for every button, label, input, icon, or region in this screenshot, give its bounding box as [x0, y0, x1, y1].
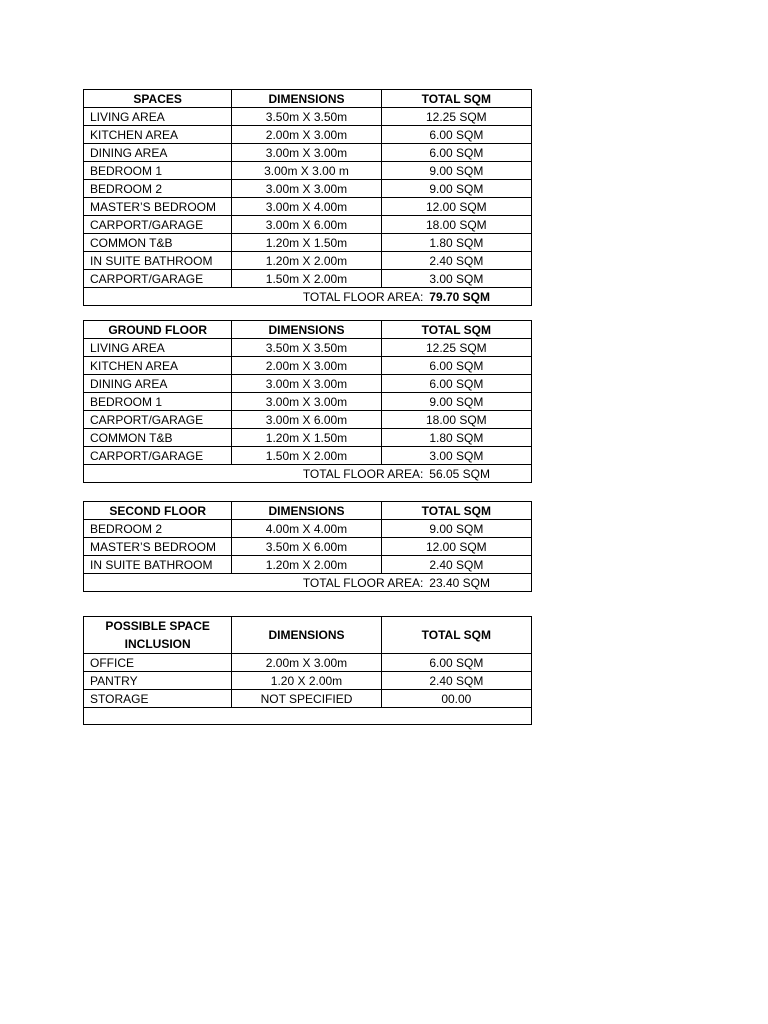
column-header: TOTAL SQM: [381, 617, 531, 654]
table-row: [84, 393, 532, 411]
table-row: [84, 447, 532, 465]
total-sqm-cell: 9.00 SQM: [381, 393, 531, 411]
total-floor-area-label: TOTAL FLOOR AREA:: [302, 575, 424, 590]
table-row: [84, 556, 532, 574]
dimensions-cell: 3.00m X 6.00m: [232, 216, 381, 234]
space-name-cell: DINING AREA: [84, 375, 232, 393]
table-row: [84, 339, 532, 357]
dimensions-cell: 1.20 X 2.00m: [232, 672, 381, 690]
total-sqm-cell: 18.00 SQM: [381, 216, 531, 234]
dimensions-cell: 3.00m X 3.00 m: [232, 162, 381, 180]
space-name-cell: BEDROOM 1: [84, 393, 232, 411]
space-name-cell: BEDROOM 2: [84, 180, 232, 198]
table-row: [84, 162, 532, 180]
space-name-cell: COMMON T&B: [84, 234, 232, 252]
total-floor-area-value: 79.70 SQM: [429, 289, 490, 304]
space-name-cell: CARPORT/GARAGE: [84, 447, 232, 465]
dimensions-cell: 3.00m X 3.00m: [232, 375, 381, 393]
total-sqm-cell: 9.00 SQM: [381, 520, 531, 538]
table-row: [84, 357, 532, 375]
total-sqm-cell: 2.40 SQM: [381, 672, 531, 690]
total-sqm-cell: 6.00 SQM: [381, 654, 531, 672]
table-row: [84, 252, 532, 270]
total-sqm-cell: 6.00 SQM: [381, 375, 531, 393]
column-header: DIMENSIONS: [232, 617, 381, 654]
column-header: GROUND FLOOR: [84, 321, 232, 339]
total-floor-area-label: TOTAL FLOOR AREA:: [302, 289, 424, 304]
table-row: [84, 126, 532, 144]
dimensions-cell: 3.00m X 3.00m: [232, 393, 381, 411]
total-sqm-cell: 9.00 SQM: [381, 180, 531, 198]
dimensions-cell: NOT SPECIFIED: [232, 690, 381, 708]
space-name-cell: COMMON T&B: [84, 429, 232, 447]
table-row: [84, 270, 532, 288]
table-row: [84, 198, 532, 216]
space-name-cell: PANTRY: [84, 672, 232, 690]
table-row: [84, 375, 532, 393]
total-sqm-cell: 6.00 SQM: [381, 144, 531, 162]
dimensions-cell: 3.50m X 3.50m: [232, 108, 381, 126]
column-header: POSSIBLE SPACE INCLUSION: [84, 617, 232, 654]
total-floor-area-row: [84, 465, 532, 483]
column-header: TOTAL SQM: [381, 321, 531, 339]
table-row: [84, 180, 532, 198]
space-name-cell: KITCHEN AREA: [84, 357, 232, 375]
spaces-table: [83, 89, 532, 306]
dimensions-cell: 3.00m X 6.00m: [232, 411, 381, 429]
total-sqm-cell: 12.00 SQM: [381, 538, 531, 556]
table-row: [84, 144, 532, 162]
dimensions-cell: 3.00m X 3.00m: [232, 144, 381, 162]
column-header: DIMENSIONS: [232, 502, 381, 520]
space-name-cell: CARPORT/GARAGE: [84, 270, 232, 288]
dimensions-cell: 3.00m X 3.00m: [232, 180, 381, 198]
total-sqm-cell: 6.00 SQM: [381, 357, 531, 375]
column-header: TOTAL SQM: [381, 90, 531, 108]
space-name-cell: DINING AREA: [84, 144, 232, 162]
table-row: [84, 216, 532, 234]
dimensions-cell: 1.20m X 1.50m: [232, 234, 381, 252]
total-sqm-cell: 9.00 SQM: [381, 162, 531, 180]
total-sqm-cell: 2.40 SQM: [381, 556, 531, 574]
dimensions-cell: 3.50m X 3.50m: [232, 339, 381, 357]
dimensions-cell: 2.00m X 3.00m: [232, 654, 381, 672]
space-name-cell: IN SUITE BATHROOM: [84, 556, 232, 574]
table-header-row: [84, 617, 532, 654]
dimensions-cell: 1.50m X 2.00m: [232, 270, 381, 288]
space-name-cell: CARPORT/GARAGE: [84, 411, 232, 429]
total-sqm-cell: 12.25 SQM: [381, 108, 531, 126]
space-name-cell: IN SUITE BATHROOM: [84, 252, 232, 270]
space-name-cell: MASTER’S BEDROOM: [84, 198, 232, 216]
dimensions-cell: 4.00m X 4.00m: [232, 520, 381, 538]
total-floor-area-value: 56.05 SQM: [429, 466, 490, 481]
dimensions-cell: 1.20m X 2.00m: [232, 252, 381, 270]
total-sqm-cell: 12.25 SQM: [381, 339, 531, 357]
total-floor-area-value: 23.40 SQM: [429, 575, 490, 590]
space-name-cell: BEDROOM 1: [84, 162, 232, 180]
column-header: TOTAL SQM: [381, 502, 531, 520]
table-row: [84, 429, 532, 447]
table-row: [84, 538, 532, 556]
total-floor-area-label: TOTAL FLOOR AREA:: [302, 466, 424, 481]
total-sqm-cell: 3.00 SQM: [381, 270, 531, 288]
table-row: [84, 654, 532, 672]
dimensions-cell: 2.00m X 3.00m: [232, 126, 381, 144]
second-floor-table: [83, 501, 532, 592]
dimensions-cell: 3.00m X 4.00m: [232, 198, 381, 216]
total-sqm-cell: 2.40 SQM: [381, 252, 531, 270]
space-name-cell: BEDROOM 2: [84, 520, 232, 538]
total-sqm-cell: 1.80 SQM: [381, 429, 531, 447]
space-name-cell: CARPORT/GARAGE: [84, 216, 232, 234]
space-name-cell: STORAGE: [84, 690, 232, 708]
space-name-cell: LIVING AREA: [84, 108, 232, 126]
dimensions-cell: 2.00m X 3.00m: [232, 357, 381, 375]
table-row: [84, 108, 532, 126]
table-row: [84, 520, 532, 538]
table-header-row: [84, 321, 532, 339]
dimensions-cell: 1.20m X 2.00m: [232, 556, 381, 574]
possible-space-inclusion-table: [83, 616, 532, 725]
table-row: [84, 234, 532, 252]
dimensions-cell: 3.50m X 6.00m: [232, 538, 381, 556]
total-sqm-cell: 3.00 SQM: [381, 447, 531, 465]
total-sqm-cell: 1.80 SQM: [381, 234, 531, 252]
space-name-cell: LIVING AREA: [84, 339, 232, 357]
space-name-cell: KITCHEN AREA: [84, 126, 232, 144]
total-sqm-cell: 12.00 SQM: [381, 198, 531, 216]
column-header: DIMENSIONS: [232, 321, 381, 339]
total-floor-area-row: [84, 288, 532, 306]
total-sqm-cell: 18.00 SQM: [381, 411, 531, 429]
total-sqm-cell: 6.00 SQM: [381, 126, 531, 144]
table-header-row: [84, 90, 532, 108]
space-name-cell: OFFICE: [84, 654, 232, 672]
dimensions-cell: 1.50m X 2.00m: [232, 447, 381, 465]
table-row: [84, 411, 532, 429]
column-header: SECOND FLOOR: [84, 502, 232, 520]
table-header-row: [84, 502, 532, 520]
dimensions-cell: 1.20m X 1.50m: [232, 429, 381, 447]
table-row: [84, 672, 532, 690]
column-header: SPACES: [84, 90, 232, 108]
empty-row: [84, 708, 532, 725]
ground-floor-table: [83, 320, 532, 483]
space-name-cell: MASTER’S BEDROOM: [84, 538, 232, 556]
total-floor-area-row: [84, 574, 532, 592]
total-sqm-cell: 00.00: [381, 690, 531, 708]
table-row: [84, 690, 532, 708]
column-header: DIMENSIONS: [232, 90, 381, 108]
